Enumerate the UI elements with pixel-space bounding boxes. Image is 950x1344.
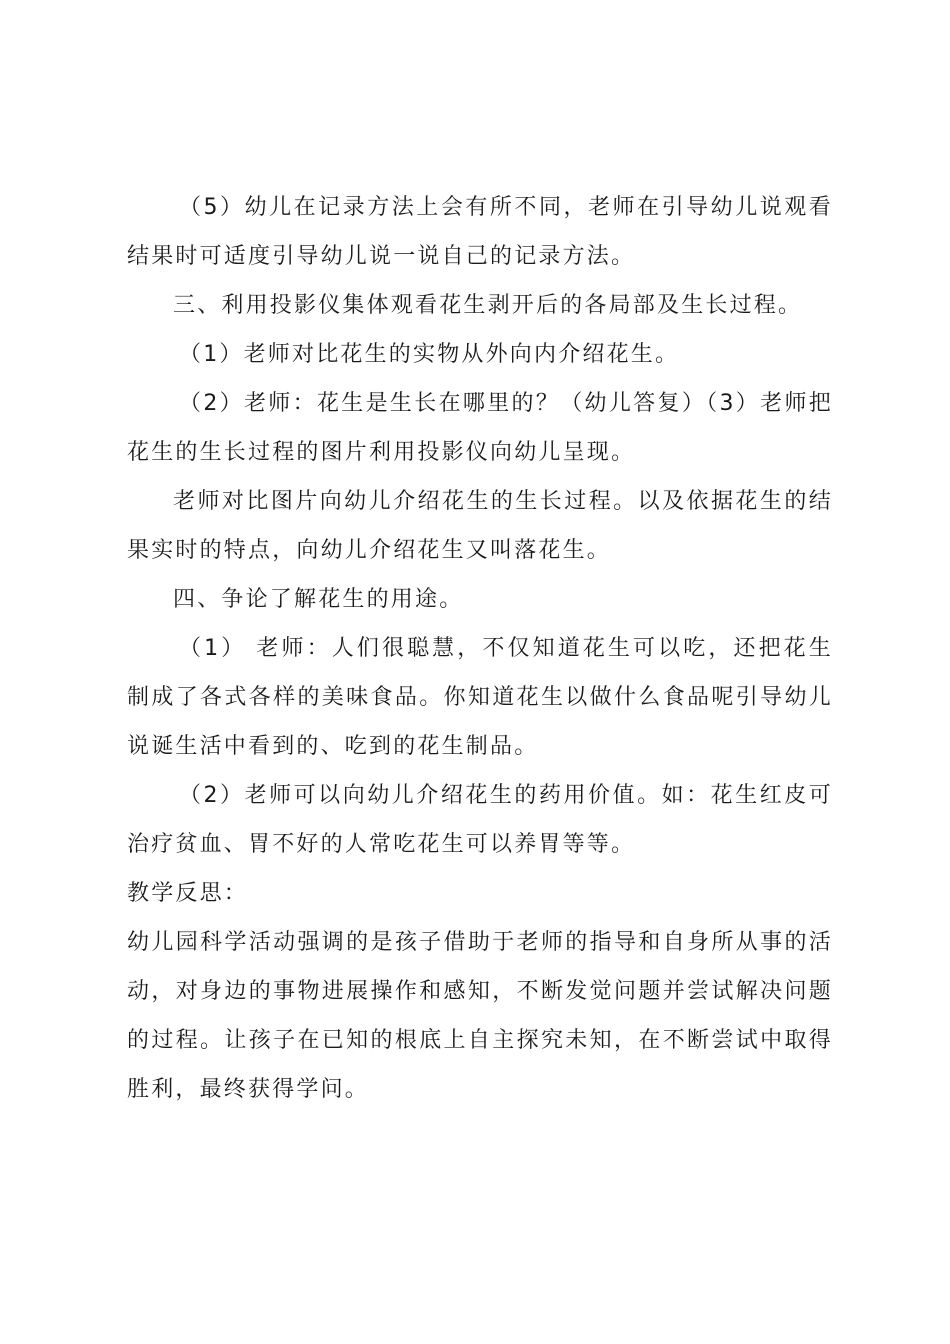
document-body bbox=[127, 183, 833, 1114]
paragraph-growth-intro: 老师对比图片向幼儿介绍花生的生长过程。以及依据花生的结果实时的特点，向幼儿介绍花生又叫落花生。 bbox=[127, 489, 833, 563]
paragraph-step-2-3: （2）老师：花生是生长在哪里的？（幼儿答复）（3）老师把花生的生长过程的图片利用投影仪向幼儿呈现。 bbox=[127, 391, 833, 465]
paragraph-step-1: （1）老师对比花生的实物从外向内介绍花生。 bbox=[179, 342, 680, 367]
paragraph-reflection: 幼儿园科学活动强调的是孩子借助于老师的指导和自身所从事的活动，对身边的事物进展操作和感知，不断发觉问题并尝试解决问题的过程。让孩子在已知的根底上自主探究未知，在不断尝试中取得胜利，最终获得学问。 bbox=[127, 930, 833, 1102]
paragraph-uses-step-2: （2）老师可以向幼儿介绍花生的药用价值。如：花生红皮可治疗贫血、胃不好的人常吃花生可以养胃等等。 bbox=[127, 783, 833, 857]
heading-section-4: 四、争论了解花生的用途。 bbox=[173, 587, 464, 612]
paragraph-uses-step-1: （1） 老师：人们很聪慧，不仅知道花生可以吃，还把花生制成了各式各样的美味食品。你知道花生以做什么食品呢引导幼儿说诞生活中看到的、吃到的花生制品。 bbox=[127, 636, 833, 759]
heading-section-3: 三、利用投影仪集体观看花生剥开后的各局部及生长过程。 bbox=[173, 293, 803, 318]
heading-reflection: 教学反思： bbox=[127, 881, 249, 906]
paragraph-step-5: （5）幼儿在记录方法上会有所不同，老师在引导幼儿说观看结果时可适度引导幼儿说一说自己的记录方法。 bbox=[127, 195, 833, 269]
